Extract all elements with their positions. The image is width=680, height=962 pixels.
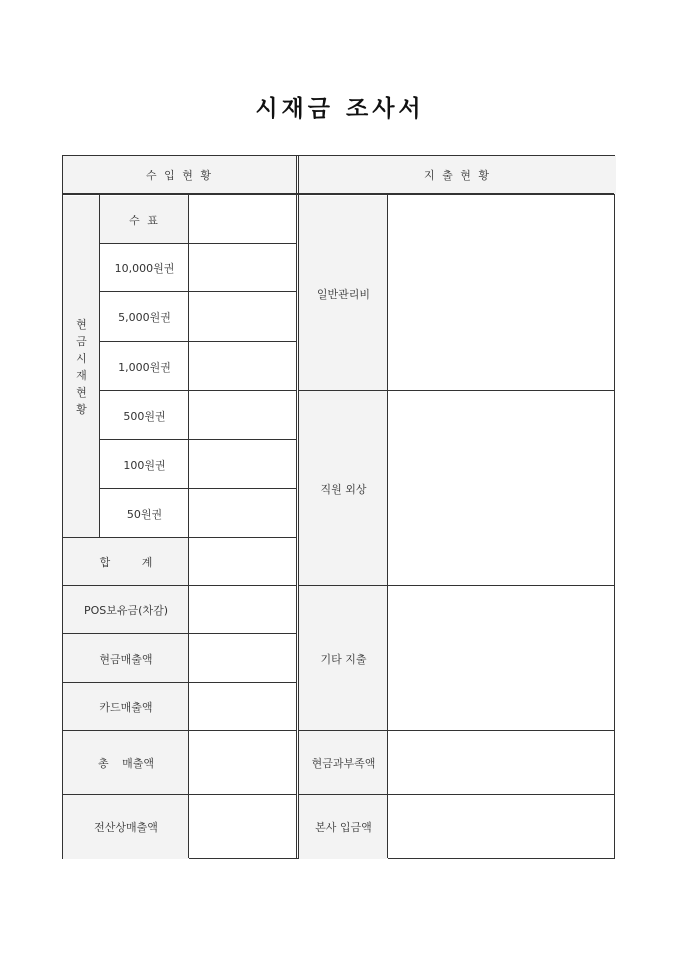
card-sales-label: 카드매출액: [99, 701, 153, 714]
group-label-char: 현: [76, 386, 87, 399]
total-sales-label: 총 매출액: [97, 757, 154, 770]
cash-row-label-5000: 5,000원권: [118, 311, 171, 324]
center-divider: [296, 156, 299, 858]
system-sales-label: 전산상매출액: [94, 821, 158, 834]
card-sales-value[interactable]: [189, 683, 296, 731]
group-label-char: 금: [76, 335, 87, 348]
cash-value-500[interactable]: [189, 391, 296, 440]
group-label-char: 시: [76, 352, 87, 365]
system-sales-value[interactable]: [189, 795, 296, 859]
cash-row-label-1000: 1,000원권: [118, 360, 171, 374]
group-label-char: 황: [76, 403, 87, 416]
other-expense-value[interactable]: [388, 586, 616, 731]
income-status-header: 수 입 현 황: [146, 169, 213, 182]
cash-row-label-10000: 10,000원권: [114, 262, 175, 275]
expense-status-header: 지 출 현 황: [424, 169, 491, 182]
hq-deposit-label: 본사 입금액: [315, 821, 372, 834]
cash-row-label-check: 수 표: [129, 214, 160, 227]
cash-row-label-100: 100원권: [123, 458, 166, 472]
employee-credit-value[interactable]: [388, 391, 616, 586]
cash-row-label-50: 50원권: [126, 507, 163, 521]
cash-value-10000[interactable]: [189, 244, 296, 292]
cash-status-group-label: [63, 196, 100, 538]
other-expense-label: 기타 지출: [320, 652, 367, 666]
cash-row-label-500: 500원권: [123, 409, 166, 423]
cash-value-50[interactable]: [189, 489, 296, 538]
group-label-char: 현: [76, 318, 87, 331]
total-label: 합 계: [99, 556, 167, 569]
cash-sales-label: 현금매출액: [99, 652, 153, 666]
cash-value-check[interactable]: [189, 196, 296, 244]
total-value[interactable]: [189, 538, 296, 586]
cash-discrepancy-value[interactable]: [388, 731, 616, 795]
pos-held-value[interactable]: [189, 586, 296, 634]
cash-sales-value[interactable]: [189, 634, 296, 683]
employee-credit-label: 직원 외상: [320, 482, 367, 496]
cash-value-1000[interactable]: [189, 342, 296, 391]
cash-discrepancy-label: 현금과부족액: [311, 757, 376, 770]
cash-survey-table: [62, 155, 615, 859]
general-admin-expense-label: 일반관리비: [316, 287, 371, 301]
total-sales-value[interactable]: [189, 731, 296, 795]
header-divider: [63, 193, 614, 195]
hq-deposit-value[interactable]: [388, 795, 616, 859]
group-label-char: 재: [76, 369, 87, 382]
pos-held-label: POS보유금(차감): [84, 604, 168, 617]
document-title: 시재금 조사서: [255, 96, 425, 122]
general-admin-expense-value[interactable]: [388, 196, 616, 391]
cash-value-5000[interactable]: [189, 292, 296, 342]
cash-value-100[interactable]: [189, 440, 296, 489]
